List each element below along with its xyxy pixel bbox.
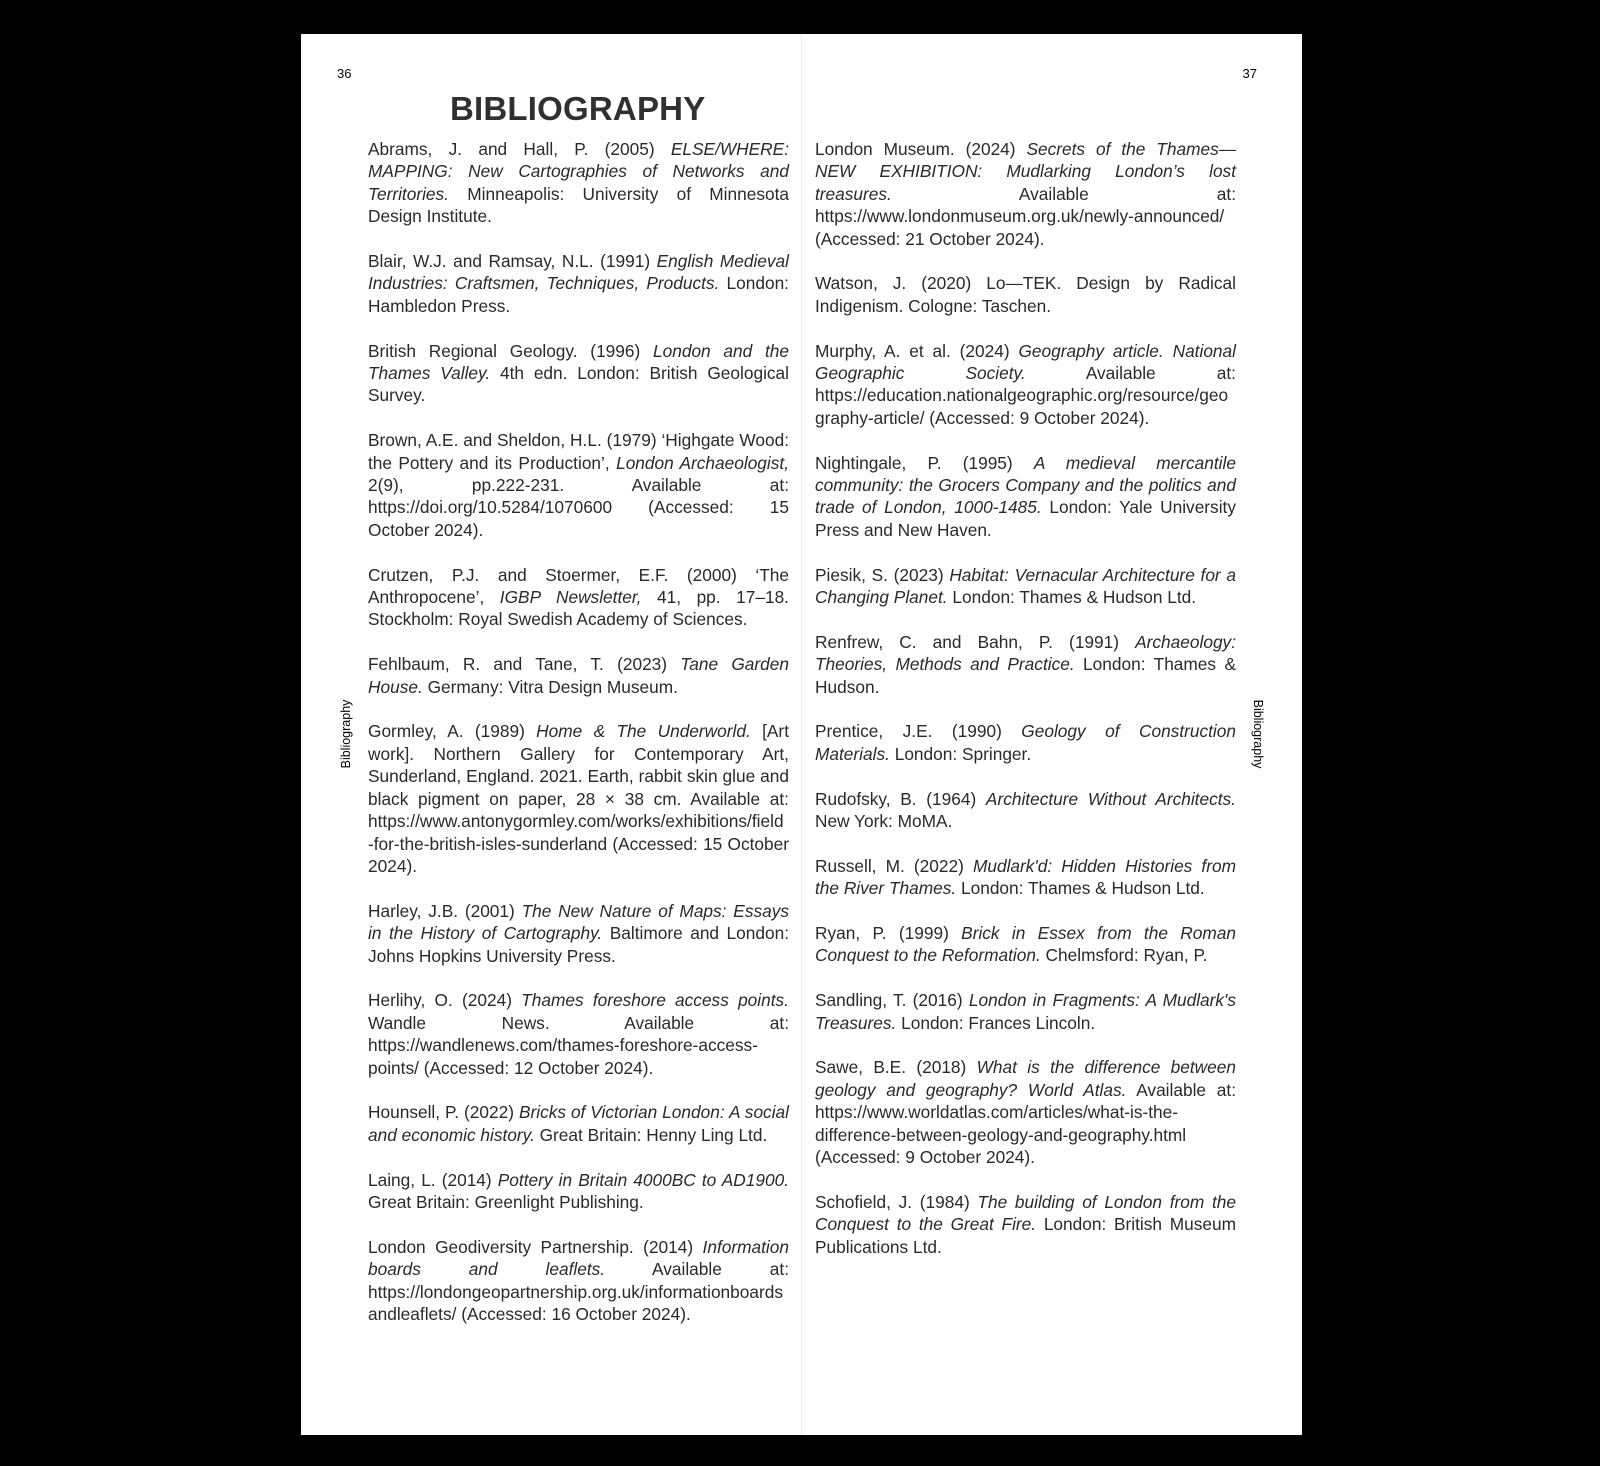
entry-publication: Great Britain: Henny Ling Ltd.: [534, 1124, 768, 1145]
bibliography-entry: [368, 564, 789, 631]
entry-title: The building of London from the Conquest to the Great Fire.: [815, 1191, 1236, 1235]
bibliography-entry: [815, 788, 1236, 833]
bibliography-entry: [815, 138, 1236, 250]
entry-title: Secrets of the Thames—NEW EXHIBITION: Mudlarking London’s lost treasures.: [815, 139, 1236, 204]
bibliography-entry: [815, 989, 1236, 1034]
entry-title: Geology of Construction Materials.: [815, 721, 1236, 764]
entry-publication: Baltimore and London: Johns Hopkins University Press.: [368, 923, 789, 966]
entry-publication: London: Thames & Hudson.: [815, 654, 1237, 697]
entry-publication: London: Frances Lincoln.: [896, 1012, 1096, 1033]
entry-title: London and the Thames Valley.: [368, 340, 789, 384]
bibliography-column-right: [815, 138, 1236, 1281]
entry-publication: Available at: https://education.nationalgeographic.org/resource/geography-article/ (Accessed: 9 October 2024).: [815, 363, 1236, 428]
bibliography-entry: [815, 922, 1236, 967]
page-number-right: 37: [1242, 66, 1257, 81]
page-gutter: [801, 34, 802, 1435]
entry-title: Home & The Underworld.: [536, 721, 751, 742]
entry-title: The New Nature of Maps: Essays in the History of Cartography.: [368, 900, 789, 944]
entry-title: Geography article. National Geographic Society.: [815, 340, 1236, 384]
entry-author-year: Watson, J. (2020) Lo—TEK. Design by Radical Indigenism. Cologne: Taschen.: [815, 273, 1236, 316]
entry-title: Pottery in Britain 4000BC to AD1900.: [497, 1169, 789, 1190]
entry-author-year: Rudofsky, B. (1964): [815, 788, 986, 809]
entry-title: Tane Garden House.: [368, 654, 789, 697]
entry-author-year: Murphy, A. et al. (2024): [815, 340, 1019, 361]
entry-author-year: Piesik, S. (2023): [815, 564, 950, 585]
page-number-left: 36: [337, 66, 352, 81]
entry-title: A medieval mercantile community: the Grocers Company and the politics and trade of London, 1000-1485.: [815, 452, 1236, 518]
entry-publication: New York: MoMA.: [815, 811, 953, 832]
bibliography-entry: [368, 1101, 789, 1146]
entry-publication: Available at: https://londongeopartnership.org.uk/informationboardsandleaflets/ (Accessed: 16 October 2024).: [368, 1259, 789, 1324]
entry-publication: 41, pp. 17–18. Stockholm: Royal Swedish Academy of Sciences.: [368, 587, 789, 630]
entry-title: IGBP Newsletter,: [499, 587, 642, 608]
entry-author-year: Herlihy, O. (2024): [368, 990, 522, 1011]
bibliography-entry: [815, 1056, 1236, 1168]
entry-publication: London: Thames & Hudson Ltd.: [947, 587, 1197, 608]
page-title: BIBLIOGRAPHY: [450, 90, 706, 127]
entry-author-year: London Museum. (2024): [815, 139, 1027, 159]
entry-author-year: Schofield, J. (1984): [815, 1191, 978, 1212]
entry-title: London in Fragments: A Mudlark's Treasures.: [815, 990, 1236, 1033]
bibliography-entry: [368, 1169, 789, 1214]
running-label-right: Bibliography: [1251, 699, 1265, 769]
entry-author-year: Crutzen, P.J. and Stoermer, E.F. (2000) ‘The Anthropocene’,: [368, 564, 789, 608]
entry-title: Brick in Essex from the Roman Conquest to the Reformation.: [815, 923, 1236, 966]
entry-author-year: Sandling, T. (2016): [815, 990, 969, 1011]
entry-publication: Minneapolis: University of Minnesota Design Institute.: [368, 183, 789, 227]
entry-publication: Chelmsford: Ryan, P.: [1040, 945, 1208, 966]
entry-title: Thames foreshore access points.: [521, 990, 789, 1011]
entry-publication: Germany: Vitra Design Museum.: [422, 676, 678, 697]
entry-author-year: London Geodiversity Partnership. (2014): [368, 1236, 703, 1257]
entry-author-year: Abrams, J. and Hall, P. (2005): [368, 139, 671, 159]
entry-title: Bricks of Victorian London: A social and economic history.: [368, 1102, 789, 1145]
entry-author-year: Laing, L. (2014): [368, 1169, 498, 1190]
entry-publication: London: British Museum Publications Ltd.: [815, 1214, 1237, 1257]
entry-author-year: British Regional Geology. (1996): [368, 340, 653, 361]
entry-title: Information boards and leaflets.: [368, 1236, 789, 1280]
bibliography-entry: [368, 653, 789, 698]
entry-author-year: Gormley, A. (1989): [368, 721, 537, 742]
entry-title: Habitat: Vernacular Architecture for a Changing Planet.: [815, 564, 1237, 608]
bibliography-entry: [815, 564, 1236, 609]
entry-publication: London: Hambledon Press.: [368, 273, 789, 316]
entry-author-year: Ryan, P. (1999): [815, 923, 962, 944]
entry-author-year: Renfrew, C. and Bahn, P. (1991): [815, 631, 1136, 652]
book-spread: [301, 34, 1302, 1435]
bibliography-entry: [368, 429, 789, 541]
entry-author-year: Prentice, J.E. (1990): [815, 721, 1022, 742]
entry-publication: 4th edn. London: British Geological Survey.: [368, 363, 790, 406]
bibliography-entry: [368, 900, 789, 967]
entry-publication: London: Thames & Hudson Ltd.: [956, 878, 1205, 899]
entry-publication: [Art work]. Northern Gallery for Contemporary Art, Sunderland, England. 2021. Earth, rabbit skin glue and black pigment on paper, 28 × 38 cm. Available at: https://www.antonygormley.com/works/exhibitions/field-for-the-british-isles-sunderland (Accessed: 15 October 2024).: [368, 721, 789, 876]
bibliography-entry: [815, 340, 1236, 430]
bibliography-entry: [815, 1191, 1236, 1258]
bibliography-entry: [815, 631, 1236, 698]
bibliography-entry: [815, 452, 1236, 542]
bibliography-entry: [815, 720, 1236, 765]
entry-author-year: Nightingale, P. (1995): [815, 452, 1034, 473]
entry-title: ELSE/WHERE: MAPPING: New Cartographies of Networks and Territories.: [368, 139, 789, 204]
bibliography-entry: [368, 138, 789, 228]
entry-title: Mudlark'd: Hidden Histories from the River Thames.: [815, 855, 1236, 899]
entry-title: Archaeology: Theories, Methods and Practice.: [815, 631, 1236, 675]
bibliography-entry: [368, 720, 789, 877]
entry-publication: Wandle News. Available at: https://wandlenews.com/thames-foreshore-access-points/ (Accessed: 12 October 2024).: [368, 1012, 789, 1078]
entry-title: English Medieval Industries: Craftsmen, Techniques, Products.: [368, 251, 790, 294]
entry-publication: London: Springer.: [889, 743, 1032, 764]
entry-author-year: Brown, A.E. and Sheldon, H.L. (1979) ‘Highgate Wood: the Pottery and its Production’,: [368, 430, 789, 473]
bibliography-entry: [368, 989, 789, 1079]
entry-publication: Available at: https://www.londonmuseum.org.uk/newly-announced/ (Accessed: 21 October 2024).: [815, 183, 1236, 249]
bibliography-column-left: [368, 138, 789, 1348]
entry-author-year: Fehlbaum, R. and Tane, T. (2023): [368, 654, 681, 675]
entry-author-year: Harley, J.B. (2001): [368, 900, 522, 921]
bibliography-entry: [368, 340, 789, 407]
entry-publication: 2(9), pp.222-231. Available at: https://doi.org/10.5284/1070600 (Accessed: 15 October 2024).: [368, 475, 789, 540]
bibliography-entry: [368, 250, 789, 317]
entry-title: London Archaeologist,: [616, 452, 789, 473]
entry-publication: Great Britain: Greenlight Publishing.: [368, 1191, 644, 1212]
bibliography-entry: [368, 1236, 789, 1326]
entry-publication: Available at: https://www.worldatlas.com/articles/what-is-the-difference-between-geology-and-geography.html (Accessed: 9 October 2024).: [815, 1079, 1237, 1168]
bibliography-entry: [815, 855, 1236, 900]
entry-publication: London: Yale University Press and New Haven.: [815, 497, 1236, 540]
entry-title: What is the difference between geology and geography? World Atlas.: [815, 1057, 1236, 1100]
entry-author-year: Blair, W.J. and Ramsay, N.L. (1991): [368, 251, 657, 272]
entry-author-year: Russell, M. (2022): [815, 855, 973, 876]
bibliography-entry: [815, 272, 1236, 317]
running-label-left: Bibliography: [339, 699, 353, 769]
entry-title: Architecture Without Architects.: [985, 788, 1236, 809]
entry-author-year: Hounsell, P. (2022): [368, 1102, 519, 1123]
entry-author-year: Sawe, B.E. (2018): [815, 1057, 977, 1078]
